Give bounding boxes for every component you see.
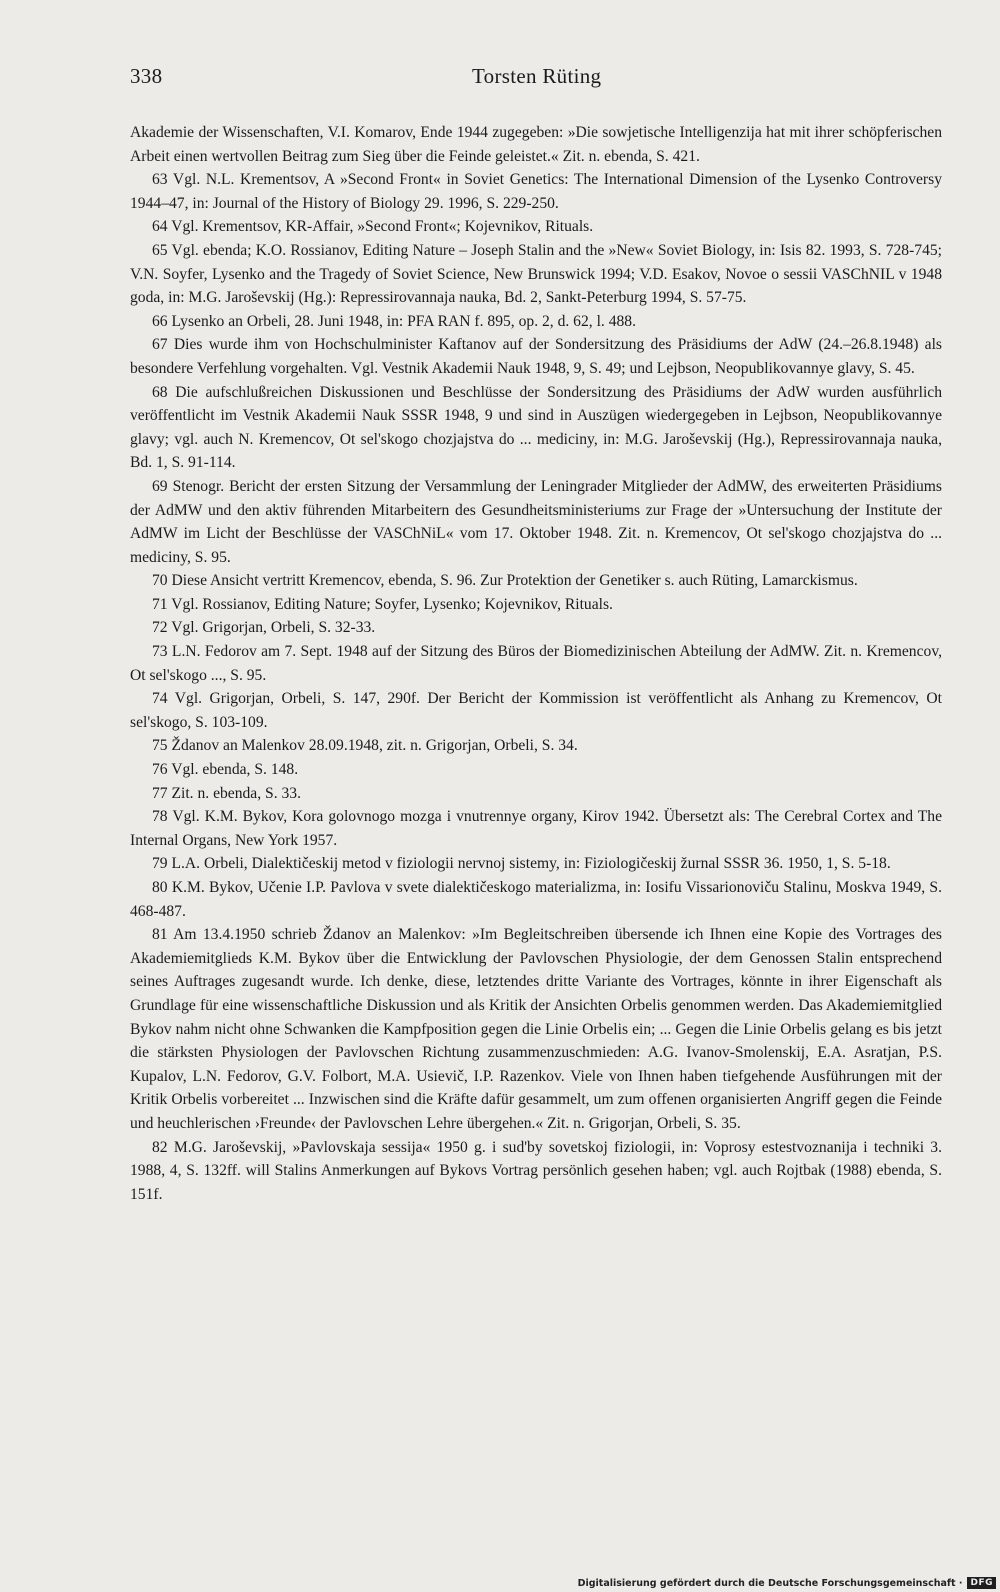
footnote-82: 82 M.G. Jaroševskij, »Pavlovskaja sessija« 1950 g. i sud'by sovetskoj fiziologii, in: Voprosy estestvoznanija i techniki 3. 1988, 4, S. 132ff. will Stalins Anmerkungen auf Bykovs Vortrag persönlich gesehen haben; vgl. auch Rojtbak (1988) ebenda, S. 151f. bbox=[130, 1138, 942, 1203]
footnote-70: 70 Diese Ansicht vertritt Kremencov, ebenda, S. 96. Zur Protektion der Genetiker s. auch Rüting, Lamarckismus. bbox=[152, 572, 858, 590]
footnote-79: 79 L.A. Orbeli, Dialektičeskij metod v fiziologii nervnoj sistemy, in: Fiziologičeskij žurnal SSSR 36. 1950, 1, S. 5-18. bbox=[152, 855, 891, 873]
footnote-76: 76 Vgl. ebenda, S. 148. bbox=[152, 761, 299, 779]
footnote-77: 77 Zit. n. ebenda, S. 33. bbox=[152, 784, 301, 802]
footnotes-body bbox=[130, 121, 942, 1206]
footnote-80: 80 K.M. Bykov, Učenie I.P. Pavlova v svete dialektičeskogo materializma, in: Iosifu Vissarionoviču Stalinu, Moskva 1949, S. 468-487. bbox=[130, 879, 942, 920]
continuation-text: Akademie der Wissenschaften, V.I. Komarov, Ende 1944 zugegeben: »Die sowjetische Intelligenzija hat mit ihrer schöpferischen Arbeit einen wertvollen Beitrag zum Sieg über die Feinde geleistet.« Zit. n. ebenda, S. 421. bbox=[130, 124, 942, 165]
digitization-footer bbox=[578, 1577, 996, 1589]
footnote-71: 71 Vgl. Rossianov, Editing Nature; Soyfer, Lysenko; Kojevnikov, Rituals. bbox=[152, 595, 613, 613]
footnote-72: 72 Vgl. Grigorjan, Orbeli, S. 32-33. bbox=[152, 619, 376, 637]
footnote-63: 63 Vgl. N.L. Krementsov, A »Second Front« in Soviet Genetics: The International Dimension of the Lysenko Controversy 1944–47, in: Journal of the History of Biology 29. 1996, S. 229-250. bbox=[130, 171, 942, 212]
page-number: 338 bbox=[130, 64, 163, 88]
footnote-65: 65 Vgl. ebenda; K.O. Rossianov, Editing Nature – Joseph Stalin and the »New« Soviet Biology, in: Isis 82. 1993, S. 728-745; V.N. Soyfer, Lysenko and the Tragedy of Soviet Science, New Brunswick 1994; V.D. Esakov, Novoe o sessii VASChNIL v 1948 goda, in: M.G. Jaroševskij (Hg.): Repressirovannaja nauka, Bd. 2, Sankt-Peterburg 1994, S. 57-75. bbox=[130, 241, 942, 307]
footnote-67: 67 Dies wurde ihm von Hochschulminister Kaftanov auf der Sondersitzung des Präsidiums der AdW (24.–26.8.1948) als besondere Verfehlung vorgehalten. Vgl. Vestnik Akademii Nauk 1948, 9, S. 49; und Lejbson, Neopublikovannye glavy, S. 45. bbox=[130, 336, 942, 377]
footnote-75: 75 Ždanov an Malenkov 28.09.1948, zit. n. Grigorjan, Orbeli, S. 34. bbox=[152, 737, 578, 755]
footnote-68: 68 Die aufschlußreichen Diskussionen und Beschlüsse der Sondersitzung des Präsidiums der AdW wurden ausführlich veröffentlicht im Vestnik Akademii Nauk SSSR 1948, 9 und sind in Auszügen wiedergegeben in Lejbson, Neopublikovannye glavy; vgl. auch N. Kremencov, Ot sel'skogo chozjajstva do ... mediciny, in: M.G. Jaroševskij (Hg.), Repressirovannaja nauka, Bd. 1, S. 91-114. bbox=[130, 383, 942, 472]
footnote-64: 64 Vgl. Krementsov, KR-Affair, »Second Front«; Kojevnikov, Rituals. bbox=[152, 218, 594, 236]
footer-text: Digitalisierung gefördert durch die Deutsche Forschungsgemeinschaft · bbox=[577, 1577, 963, 1589]
footnote-81: 81 Am 13.4.1950 schrieb Ždanov an Malenkov: »Im Begleitschreiben übersende ich Ihnen eine Kopie des Vortrages des Akademiemitglieds K.M. Bykov über die Entwicklung der Pavlovschen Physiologie, der dem Genossen Stalin entsprechend seines Auftrages zugesandt wurde. Ich denke, diese, letztendes dritte Variante des Vortrages, könnte in ihrer Eigenschaft als Grundlage für eine wissenschaftliche Diskussion und als Kritik der Ansichten Orbelis genommen werden. Das Akademiemitglied Bykov nahm nicht ohne Schwanken die Kampfposition gegen die Linie Orbelis ein; ... Gegen die Linie Orbelis gelang es bis jetzt die stärksten Physiologen der Pavlovschen Richtung zusammenzuschmieden: A.G. Ivanov-Smolenskij, E.A. Asratjan, P.S. Kupalov, L.N. Fedorov, G.V. Folbort, M.A. Usievič, I.P. Razenkov. Viele von Ihnen haben tiefgehende Ausführungen mit der Kritik Orbelis vorbereitet ... Inzwischen sind die Kräfte dafür gesammelt, um zum offenen organisierten Angriff gegen die Feinde und heuchlerischen ›Freunde‹ der Pavlovschen Lehre übergehen.« Zit. n. Grigorjan, Orbeli, S. 35. bbox=[130, 926, 942, 1132]
footnote-66: 66 Lysenko an Orbeli, 28. Juni 1948, in: PFA RAN f. 895, op. 2, d. 62, l. 488. bbox=[152, 312, 636, 330]
footnote-74: 74 Vgl. Grigorjan, Orbeli, S. 147, 290f. Der Bericht der Kommission ist veröffentlicht als Anhang zu Kremencov, Ot sel'skogo, S. 103-109. bbox=[130, 690, 942, 731]
footnote-78: 78 Vgl. K.M. Bykov, Kora golovnogo mozga i vnutrennye organy, Kirov 1942. Übersetzt als: The Cerebral Cortex and The Internal Organs, New York 1957. bbox=[130, 808, 942, 849]
dfg-logo: DFG bbox=[967, 1577, 996, 1589]
footnote-73: 73 L.N. Fedorov am 7. Sept. 1948 auf der Sitzung des Büros der Biomedizinischen Abteilung der AdMW. Zit. n. Kremencov, Ot sel'skogo ..., S. 95. bbox=[130, 643, 942, 684]
footnote-69: 69 Stenogr. Bericht der ersten Sitzung der Versammlung der Leningrader Mitglieder der AdMW, des erweiterten Präsidiums der AdMW und den aktiv führenden Mitarbeitern des Gesundheitsministeriums zur Frage der »Untersuchung der Institute der AdMW im Licht der Beschlüsse der VASChNiL« vom 17. Oktober 1948. Zit. n. Kremencov, Ot sel'skogo chozjajstva do ... mediciny, S. 95. bbox=[130, 477, 942, 566]
running-head: Torsten Rüting bbox=[472, 64, 602, 88]
